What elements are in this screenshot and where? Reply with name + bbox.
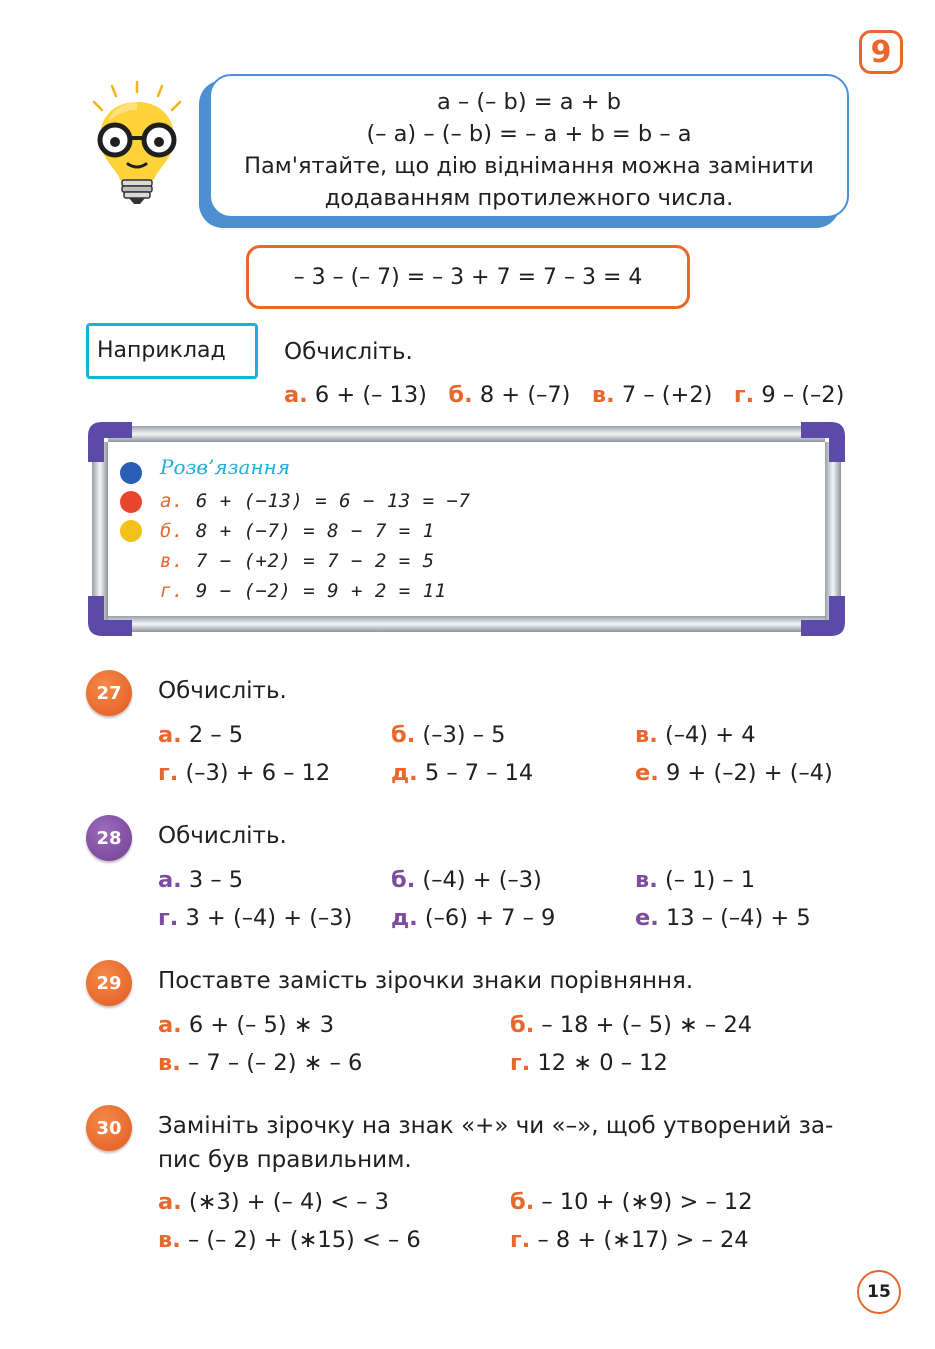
example-item: в. 7 – (+2) [591, 382, 713, 408]
rule-line-3: Пам'ятайте, що дію віднімання можна замінити [244, 153, 814, 179]
example-formula-box [246, 245, 690, 309]
task-number-29: 29 [86, 960, 132, 1006]
example-title: Обчисліть. [284, 339, 413, 365]
chapter-badge: 9 [859, 30, 903, 74]
rule-line-4: додаванням протилежного числа. [324, 185, 734, 211]
task-item: а. 2 – 5 [158, 722, 244, 748]
example-formula: – 3 – (– 7) = – 3 + 7 = 7 – 3 = 4 [293, 264, 643, 290]
example-item: б. 8 + (–7) [448, 382, 571, 408]
task-title-line-1: Замініть зірочку на знак «+» чи «–», щоб утворений за- [158, 1113, 834, 1139]
rule-line-1: a – (– b) = a + b [437, 89, 621, 115]
task-item: б. (–4) + (–3) [391, 867, 542, 893]
rule-box [209, 74, 849, 218]
lightbulb-mascot-icon [82, 80, 192, 210]
task-item: г. 3 + (–4) + (–3) [158, 905, 353, 931]
task-item: в. (–4) + 4 [635, 722, 756, 748]
task-item: а. (∗3) + (– 4) < – 3 [158, 1189, 389, 1215]
task-item: б. – 10 + (∗9) > – 12 [510, 1189, 753, 1215]
task-title: Поставте замість зірочки знаки порівняння. [158, 968, 694, 994]
solution-line: г. 9 − (−2) = 9 + 2 = 11 [160, 580, 447, 602]
task-item: г. – 8 + (∗17) > – 24 [510, 1227, 749, 1253]
task-number-30: 30 [86, 1105, 132, 1151]
task-item: в. – 7 – (– 2) ∗ – 6 [158, 1050, 363, 1076]
example-tag: Наприклад [97, 338, 226, 363]
task-title: Обчисліть. [158, 678, 287, 704]
solution-line: б. 8 + (−7) = 8 − 7 = 1 [160, 520, 435, 542]
task-item: б. (–3) – 5 [391, 722, 506, 748]
task-item: б. – 18 + (– 5) ∗ – 24 [510, 1012, 753, 1038]
task-item: д. 5 – 7 – 14 [391, 760, 534, 786]
task-item: г. (–3) + 6 – 12 [158, 760, 331, 786]
task-item: е. 13 – (–4) + 5 [635, 905, 811, 931]
page-number: 15 [857, 1270, 901, 1314]
task-title: Обчисліть. [158, 823, 287, 849]
solution-dot-blue [120, 462, 142, 484]
example-items [284, 382, 844, 408]
rule-line-2: (– a) – (– b) = – a + b = b – a [366, 121, 692, 147]
task-item: г. 12 ∗ 0 – 12 [510, 1050, 668, 1076]
task-item: в. (– 1) – 1 [635, 867, 756, 893]
task-number-27: 27 [86, 670, 132, 716]
solution-dot-yellow [120, 520, 142, 542]
example-item: а. 6 + (– 13) [284, 382, 427, 408]
task-item: в. – (– 2) + (∗15) < – 6 [158, 1227, 421, 1253]
task-number-28: 28 [86, 815, 132, 861]
solution-line: а. 6 + (−13) = 6 − 13 = −7 [160, 490, 471, 512]
solution-dot-red [120, 491, 142, 513]
task-item: а. 3 – 5 [158, 867, 244, 893]
task-title-line-2: пис був правильним. [158, 1147, 412, 1173]
task-item: е. 9 + (–2) + (–4) [635, 760, 833, 786]
solution-heading: Розв’язання [160, 455, 291, 479]
task-item: а. 6 + (– 5) ∗ 3 [158, 1012, 335, 1038]
example-item: г. 9 – (–2) [733, 382, 845, 408]
solution-line: в. 7 − (+2) = 7 − 2 = 5 [160, 550, 435, 572]
task-item: д. (–6) + 7 – 9 [391, 905, 556, 931]
